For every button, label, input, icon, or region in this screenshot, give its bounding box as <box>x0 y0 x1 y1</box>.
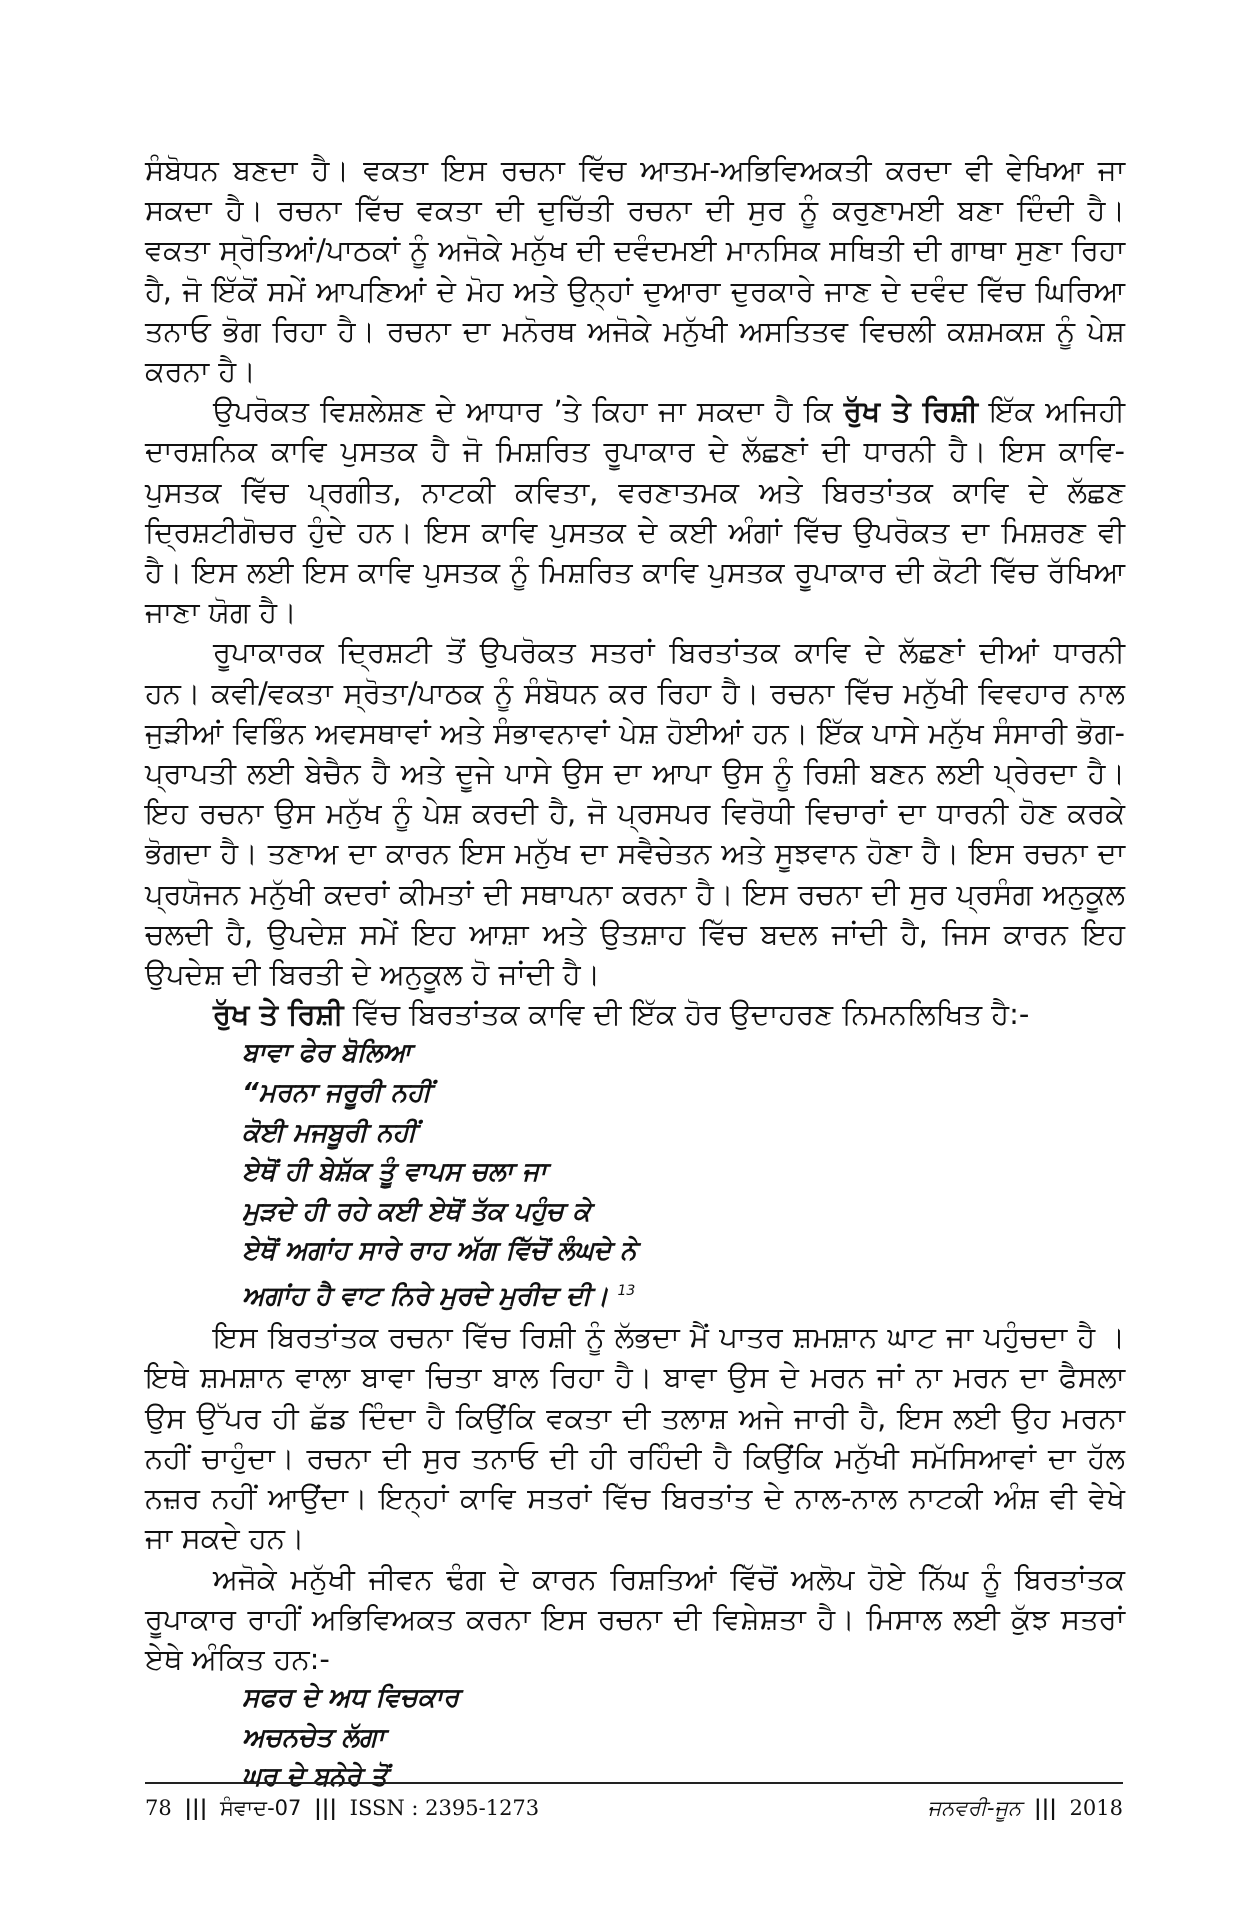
footnote-marker: 13 <box>617 1283 636 1300</box>
poem-line: ਸਫਰ ਦੇ ਅਧ ਵਿਚਕਾਰ <box>242 1683 459 1714</box>
poem-line: ਘਰ ਦੇ ਬਨੇਰੇ ਤੋਂ <box>242 1762 388 1793</box>
poem-line: ਅਗਾਂਹ ਹੈ ਵਾਟ ਨਿਰੇ ਮੁਰਦੇ ਮੁਰੀਦ ਦੀ। <box>242 1281 609 1312</box>
book-title: ਰੁੱਖ ਤੇ ਰਿਸ਼ੀ <box>843 394 979 429</box>
poem-line: ਮੁੜਦੇ ਹੀ ਰਹੇ ਕਈ ਏਥੋਂ ਤੱਕ ਪਹੁੰਚ ਕੇ <box>242 1196 591 1227</box>
poem-excerpt-1 <box>242 1034 1125 1317</box>
issue-months: ਜਨਵਰੀ-ਜੂਨ <box>927 1796 1022 1820</box>
paragraph-4-text: ਵਿੱਚ ਬਿਰਤਾਂਤਕ ਕਾਵਿ ਦੀ ਇੱਕ ਹੋਰ ਉਦਾਹਰਣ ਨਿਮਨਲਿਖਿਤ ਹੈ:- <box>343 997 1030 1032</box>
poem-line-last <box>242 1272 1125 1317</box>
poem-line: ਏਥੋਂ ਹੀ ਬੇਸ਼ੱਕ ਤੂੰ ਵਾਪਸ ਚਲਾ ਜਾ <box>242 1157 547 1188</box>
poem-line: “ਮਰਨਾ ਜਰੂਰੀ ਨਹੀਂ <box>242 1078 431 1109</box>
footer-left <box>145 1795 539 1821</box>
paragraph-4 <box>145 994 1125 1034</box>
separator: ||| <box>314 1795 337 1820</box>
paragraph-1: ਸੰਬੋਧਨ ਬਣਦਾ ਹੈ। ਵਕਤਾ ਇਸ ਰਚਨਾ ਵਿੱਚ ਆਤਮ-ਅਭਿਵਿਅਕਤੀ ਕਰਦਾ ਵੀ ਵੇਖਿਆ ਜਾ ਸਕਦਾ ਹੈ। ਰਚਨਾ ਵਿੱਚ ਵਕਤਾ ਦੀ ਦੁਚਿੱਤੀ ਰਚਨਾ ਦੀ ਸੁਰ ਨੂੰ ਕਰੁਣਾਮਈ ਬਣਾ ਦਿੰਦੀ ਹੈ। ਵਕਤਾ ਸ੍ਰੋਤਿਆਂ/ਪਾਠਕਾਂ ਨੂੰ ਅਜੋਕੇ ਮਨੁੱਖ ਦੀ ਦਵੰਦਮਈ ਮਾਨਸਿਕ ਸਥਿਤੀ ਦੀ ਗਾਥਾ ਸੁਣਾ ਰਿਹਾ ਹੈ, ਜੋ ਇੱਕੋਂ ਸਮੇਂ ਆਪਣਿਆਂ ਦੇ ਮੋਹ ਅਤੇ ਉਨ੍ਹਾਂ ਦੁਆਰਾ ਦੁਰਕਾਰੇ ਜਾਣ ਦੇ ਦਵੰਦ ਵਿੱਚ ਘਿਰਿਆ ਤਨਾਓ ਭੋਗ ਰਿਹਾ ਹੈ। ਰਚਨਾ ਦਾ ਮਨੋਰਥ ਅਜੋਕੇ ਮਨੁੱਖੀ ਅਸਤਿਤਵ ਵਿਚਲੀ ਕਸ਼ਮਕਸ਼ ਨੂੰ ਪੇਸ਼ ਕਰਨਾ ਹੈ। <box>145 153 1125 389</box>
paragraph-3: ਰੂਪਾਕਾਰਕ ਦ੍ਰਿਸ਼ਟੀ ਤੋਂ ਉਪਰੋਕਤ ਸਤਰਾਂ ਬਿਰਤਾਂਤਕ ਕਾਵਿ ਦੇ ਲੱਛਣਾਂ ਦੀਆਂ ਧਾਰਨੀ ਹਨ। ਕਵੀ/ਵਕਤਾ ਸ੍ਰੋਤਾ/ਪਾਠਕ ਨੂੰ ਸੰਬੋਧਨ ਕਰ ਰਿਹਾ ਹੈ। ਰਚਨਾ ਵਿੱਚ ਮਨੁੱਖੀ ਵਿਵਹਾਰ ਨਾਲ ਜੁੜੀਆਂ ਵਿਭਿੰਨ ਅਵਸਥਾਵਾਂ ਅਤੇ ਸੰਭਾਵਨਾਵਾਂ ਪੇਸ਼ ਹੋਈਆਂ ਹਨ। ਇੱਕ ਪਾਸੇ ਮਨੁੱਖ ਸੰਸਾਰੀ ਭੋਗ-ਪ੍ਰਾਪਤੀ ਲਈ ਬੇਚੈਨ ਹੈ ਅਤੇ ਦੂਜੇ ਪਾਸੇ ਉਸ ਦਾ ਆਪਾ ਉਸ ਨੂੰ ਰਿਸ਼ੀ ਬਣਨ ਲਈ ਪ੍ਰੇਰਦਾ ਹੈ। ਇਹ ਰਚਨਾ ਉਸ ਮਨੁੱਖ ਨੂੰ ਪੇਸ਼ ਕਰਦੀ ਹੈ, ਜੋ ਪ੍ਰਸਪਰ ਵਿਰੋਧੀ ਵਿਚਾਰਾਂ ਦਾ ਧਾਰਨੀ ਹੋਣ ਕਰਕੇ ਭੋਗਦਾ ਹੈ। ਤਣਾਅ ਦਾ ਕਾਰਨ ਇਸ ਮਨੁੱਖ ਦਾ ਸਵੈਚੇਤਨ ਅਤੇ ਸੂਝਵਾਨ ਹੋਣਾ ਹੈ। ਇਸ ਰਚਨਾ ਦਾ ਪ੍ਰਯੋਜਨ ਮਨੁੱਖੀ ਕਦਰਾਂ ਕੀਮਤਾਂ ਦੀ ਸਥਾਪਨਾ ਕਰਨਾ ਹੈ। ਇਸ ਰਚਨਾ ਦੀ ਸੁਰ ਪ੍ਰਸੰਗ ਅਨੁਕੂਲ ਚਲਦੀ ਹੈ, ਉਪਦੇਸ਼ ਸਮੇਂ ਇਹ ਆਸ਼ਾ ਅਤੇ ਉਤਸ਼ਾਹ ਵਿੱਚ ਬਦਲ ਜਾਂਦੀ ਹੈ, ਜਿਸ ਕਾਰਨ ਇਹ ਉਪਦੇਸ਼ ਦੀ ਬਿਰਤੀ ਦੇ ਅਨੁਕੂਲ ਹੋ ਜਾਂਦੀ ਹੈ। <box>145 635 1125 992</box>
paragraph-6: ਅਜੋਕੇ ਮਨੁੱਖੀ ਜੀਵਨ ਢੰਗ ਦੇ ਕਾਰਨ ਰਿਸ਼ਤਿਆਂ ਵਿੱਚੋਂ ਅਲੋਪ ਹੋਏ ਨਿੱਘ ਨੂੰ ਬਿਰਤਾਂਤਕ ਰੂਪਾਕਾਰ ਰਾਹੀਂ ਅਭਿਵਿਅਕਤ ਕਰਨਾ ਇਸ ਰਚਨਾ ਦੀ ਵਿਸ਼ੇਸ਼ਤਾ ਹੈ। ਮਿਸਾਲ ਲਈ ਕੁੱਝ ਸਤਰਾਂ ਏਥੇ ਅੰਕਿਤ ਹਨ:- <box>145 1561 1125 1676</box>
footer-divider <box>145 1782 1123 1784</box>
paragraph-2-text-a: ਉਪਰੋਕਤ ਵਿਸ਼ਲੇਸ਼ਣ ਦੇ ਆਧਾਰ ’ਤੇ ਕਿਹਾ ਜਾ ਸਕਦਾ ਹੈ ਕਿ <box>213 394 844 429</box>
poem-line: ਏਥੋਂ ਅਗਾਂਹ ਸਾਰੇ ਰਾਹ ਅੱਗ ਵਿੱਚੋਂ ਲੰਘਦੇ ਨੇ <box>242 1236 637 1267</box>
paragraph-2 <box>145 391 1125 632</box>
issue-year: 2018 <box>1069 1796 1123 1820</box>
book-title: ਰੁੱਖ ਤੇ ਰਿਸ਼ੀ <box>213 997 344 1032</box>
poem-line: ਅਚਨਚੇਤ ਲੱਗਾ <box>242 1722 385 1753</box>
poem-excerpt-2 <box>242 1679 1125 1798</box>
journal-name: ਸੰਵਾਦ-07 <box>220 1796 302 1820</box>
article-body <box>145 150 1125 1798</box>
footer-right <box>928 1795 1124 1821</box>
separator: ||| <box>184 1795 208 1820</box>
issn: ISSN : 2395-1273 <box>349 1796 540 1820</box>
page-footer <box>145 1795 1123 1821</box>
poem-line: ਕੋਈ ਮਜਬੂਰੀ ਨਹੀਂ <box>242 1117 417 1148</box>
page-number: 78 <box>145 1796 172 1820</box>
separator: ||| <box>1033 1795 1057 1820</box>
poem-line: ਬਾਵਾ ਫੇਰ ਬੋਲਿਆ <box>242 1038 412 1069</box>
paragraph-5: ਇਸ ਬਿਰਤਾਂਤਕ ਰਚਨਾ ਵਿੱਚ ਰਿਸ਼ੀ ਨੂੰ ਲੱਭਦਾ ਮੈਂ ਪਾਤਰ ਸ਼ਮਸ਼ਾਨ ਘਾਟ ਜਾ ਪਹੁੰਚਦਾ ਹੈ । ਇਥੇ ਸ਼ਮਸ਼ਾਨ ਵਾਲਾ ਬਾਵਾ ਚਿਤਾ ਬਾਲ ਰਿਹਾ ਹੈ। ਬਾਵਾ ਉਸ ਦੇ ਮਰਨ ਜਾਂ ਨਾ ਮਰਨ ਦਾ ਫੈਸਲਾ ਉਸ ਉੱਪਰ ਹੀ ਛੱਡ ਦਿੰਦਾ ਹੈ ਕਿਉਂਕਿ ਵਕਤਾ ਦੀ ਤਲਾਸ਼ ਅਜੇ ਜਾਰੀ ਹੈ, ਇਸ ਲਈ ਉਹ ਮਰਨਾ ਨਹੀਂ ਚਾਹੁੰਦਾ। ਰਚਨਾ ਦੀ ਸੁਰ ਤਨਾਓ ਦੀ ਹੀ ਰਹਿੰਦੀ ਹੈ ਕਿਉਂਕਿ ਮਨੁੱਖੀ ਸਮੱਸਿਆਵਾਂ ਦਾ ਹੱਲ ਨਜ਼ਰ ਨਹੀਂ ਆਉਂਦਾ। ਇਨ੍ਹਾਂ ਕਾਵਿ ਸਤਰਾਂ ਵਿੱਚ ਬਿਰਤਾਂਤ ਦੇ ਨਾਲ-ਨਾਲ ਨਾਟਕੀ ਅੰਸ਼ ਵੀ ਵੇਖੇ ਜਾ ਸਕਦੇ ਹਨ। <box>145 1320 1125 1556</box>
paragraph-2-text-b: ਇੱਕ ਅਜਿਹੀ ਦਾਰਸ਼ਨਿਕ ਕਾਵਿ ਪੁਸਤਕ ਹੈ ਜੋ ਮਿਸ਼ਰਿਤ ਰੂਪਾਕਾਰ ਦੇ ਲੱਛਣਾਂ ਦੀ ਧਾਰਨੀ ਹੈ। ਇਸ ਕਾਵਿ-ਪੁਸਤਕ ਵਿੱਚ ਪ੍ਰਗੀਤ, ਨਾਟਕੀ ਕਵਿਤਾ, ਵਰਣਾਤਮਕ ਅਤੇ ਬਿਰਤਾਂਤਕ ਕਾਵਿ ਦੇ ਲੱਛਣ ਦ੍ਰਿਸ਼ਟੀਗੋਚਰ ਹੁੰਦੇ ਹਨ। ਇਸ ਕਾਵਿ ਪੁਸਤਕ ਦੇ ਕਈ ਅੰਗਾਂ ਵਿੱਚ ਉਪਰੋਕਤ ਦਾ ਮਿਸ਼ਰਣ ਵੀ ਹੈ। ਇਸ ਲਈ ਇਸ ਕਾਵਿ ਪੁਸਤਕ ਨੂੰ ਮਿਸ਼ਰਿਤ ਕਾਵਿ ਪੁਸਤਕ ਰੂਪਾਕਾਰ ਦੀ ਕੋਟੀ ਵਿੱਚ ਰੱਖਿਆ ਜਾਣਾ ਯੋਗ ਹੈ। <box>145 394 1126 630</box>
